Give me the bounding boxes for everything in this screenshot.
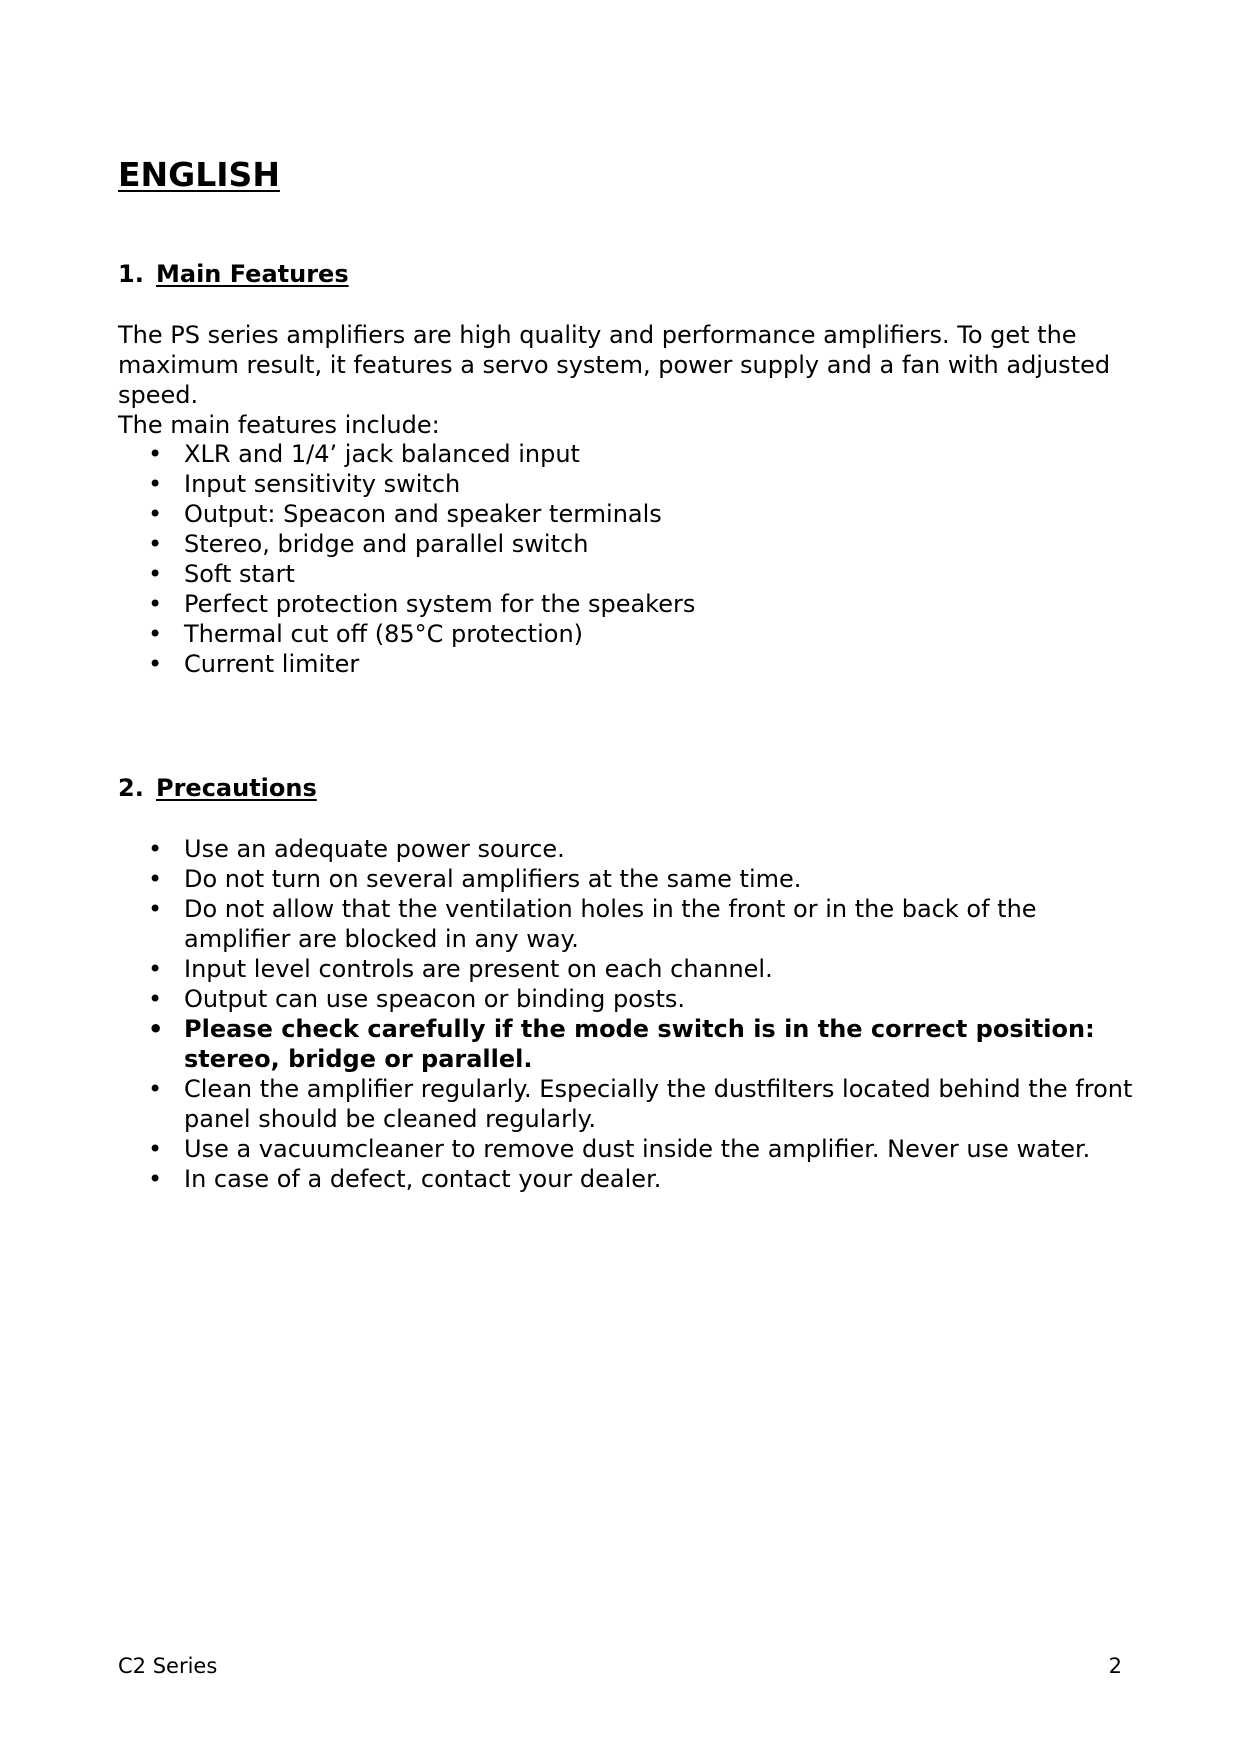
list-item: • Output: Speacon and speaker terminals [0, 499, 695, 529]
section-heading-precautions [118, 776, 317, 800]
features-intro [118, 320, 1138, 440]
list-item: • Do not allow that the ventilation holes in the front or in the back of the amplifier are blocked in any way. [184, 894, 1134, 954]
list-item: • Input sensitivity switch [0, 469, 695, 499]
features-list [0, 439, 695, 679]
list-item: • Use a vacuumcleaner to remove dust inside the amplifier. Never use water. [184, 1134, 1134, 1164]
list-item: • Perfect protection system for the speakers [0, 589, 695, 619]
list-item: • Do not turn on several amplifiers at the same time. [184, 864, 1134, 894]
intro-paragraph: The PS series amplifiers are high quality and performance amplifiers. To get the maximum result, it features a servo system, power supply and a fan with adjusted speed. [118, 321, 1111, 409]
list-item: • Soft start [0, 559, 695, 589]
list-item: • Input level controls are present on each channel. [184, 954, 1134, 984]
page-title: ENGLISH [118, 155, 280, 194]
page-number: 2 [1108, 1654, 1122, 1678]
list-item: • In case of a defect, contact your dealer. [184, 1164, 1134, 1194]
section-title: Precautions [156, 774, 317, 802]
list-item: • Thermal cut off (85°C protection) [0, 619, 695, 649]
list-item-warning: • Please check carefully if the mode switch is in the correct position: stereo, bridge or parallel. [184, 1014, 1134, 1074]
section-title: Main Features [156, 260, 349, 288]
list-item: • XLR and 1/4’ jack balanced input [0, 439, 695, 469]
intro-lead-in: The main features include: [118, 411, 440, 439]
section-number: 2. [118, 774, 144, 802]
list-item: • Stereo, bridge and parallel switch [0, 529, 695, 559]
list-item: • Current limiter [0, 649, 695, 679]
list-item: • Clean the amplifier regularly. Especially the dustfilters located behind the front panel should be cleaned regularly. [184, 1074, 1134, 1134]
list-item: • Output can use speacon or binding posts. [184, 984, 1134, 1014]
list-item: • Use an adequate power source. [184, 834, 1134, 864]
section-heading-main-features [118, 262, 349, 286]
footer-series-name: C2 Series [118, 1654, 218, 1678]
precautions-list [0, 834, 1134, 1194]
section-number: 1. [118, 260, 144, 288]
